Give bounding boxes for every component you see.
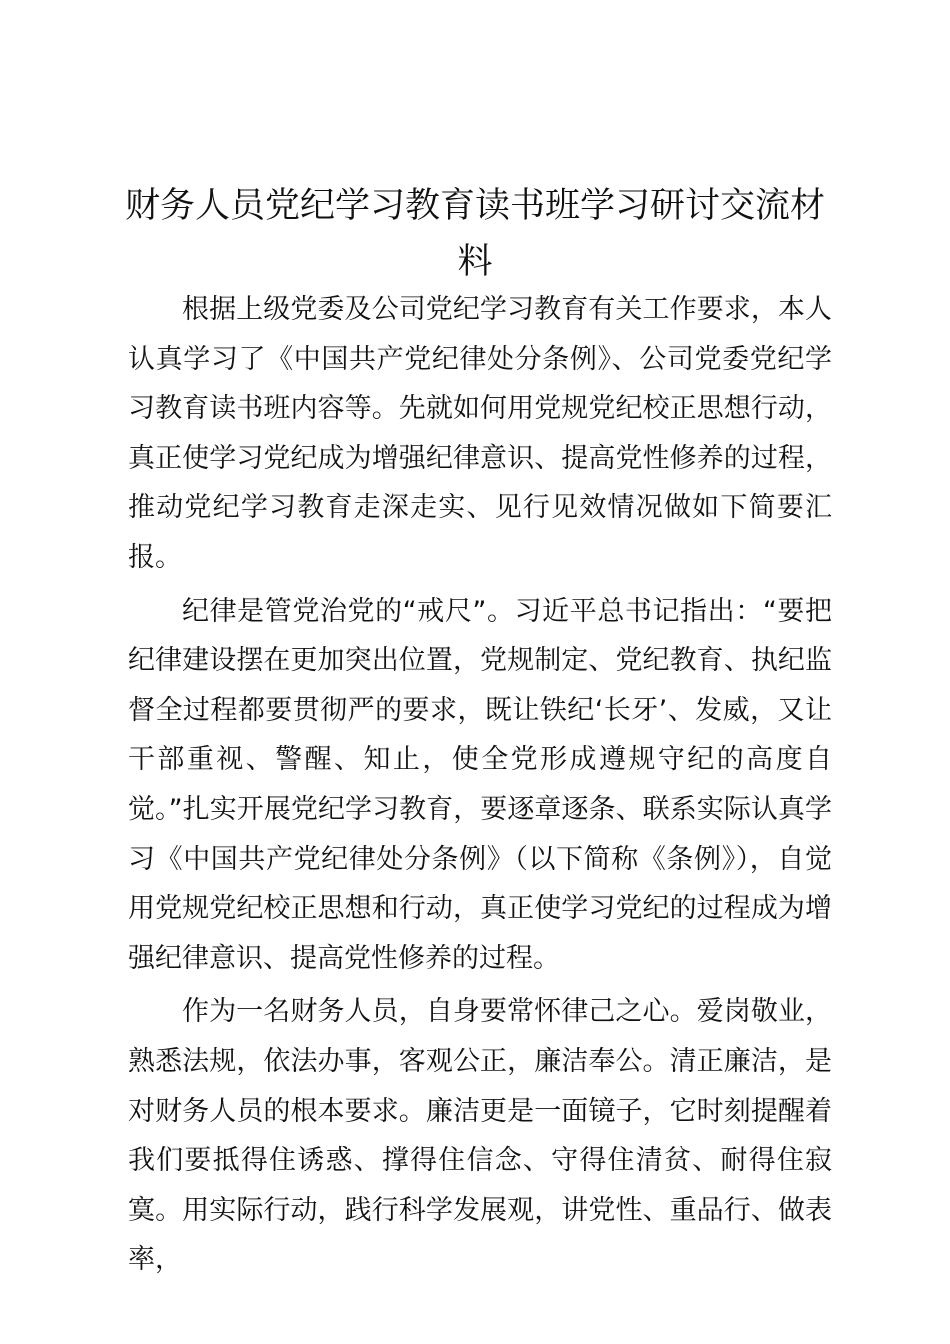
paragraph: 纪律是管党治党的“戒尺”。习近平总书记指出：“要把纪律建设摆在更加突出位置，党规制定、党纪教育、执纪监督全过程都要贯彻严的要求，既让铁纪‘长牙’、发威，又让干部重视、警醒、知止，使全党形成遵规守纪的高度自觉。”扎实开展党纪学习教育，要逐章逐条、联系实际认真学习《中国共产党纪律处分条例》（以下简称《条例》），自觉用党规党纪校正思想和行动，真正使学习党纪的过程成为增强纪律意识、提高党性修养的过程。	[128, 595, 832, 974]
document-body	[128, 285, 832, 1285]
paragraph: 作为一名财务人员，自身要常怀律己之心。爱岗敬业，熟悉法规，依法办事，客观公正，廉洁奉公。清正廉洁，是对财务人员的根本要求。廉洁更是一面镜子，它时刻提醒着我们要抵得住诱惑、撑得住信念、守得住清贫、耐得住寂寞。用实际行动，践行科学发展观，讲党性、重品行、做表率，	[128, 996, 832, 1276]
paragraph: 根据上级党委及公司党纪学习教育有关工作要求，本人认真学习了《中国共产党纪律处分条例》、公司党委党纪学习教育读书班内容等。先就如何用党规党纪校正思想行动，真正使学习党纪成为增强纪律意识、提高党性修养的过程，推动党纪学习教育走深走实、见行见效情况做如下简要汇报。	[128, 294, 832, 573]
document-title: 财务人员党纪学习教育读书班学习研讨交流材料	[124, 186, 825, 282]
